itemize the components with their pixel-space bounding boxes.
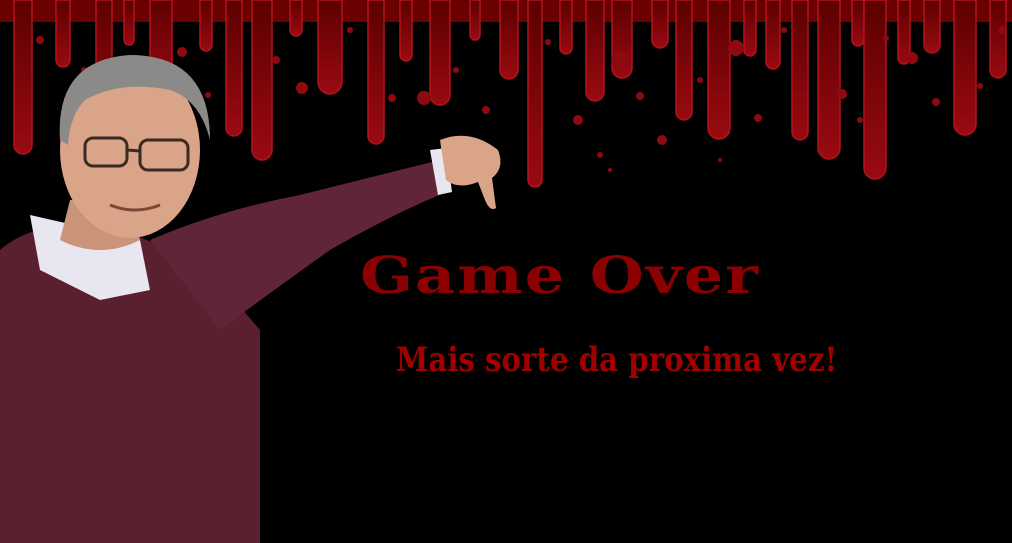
- game-over-title: Game Over: [360, 245, 760, 306]
- game-over-subtitle: Mais sorte da proxima vez!: [396, 340, 838, 380]
- thumbs-down-hand: [440, 136, 500, 209]
